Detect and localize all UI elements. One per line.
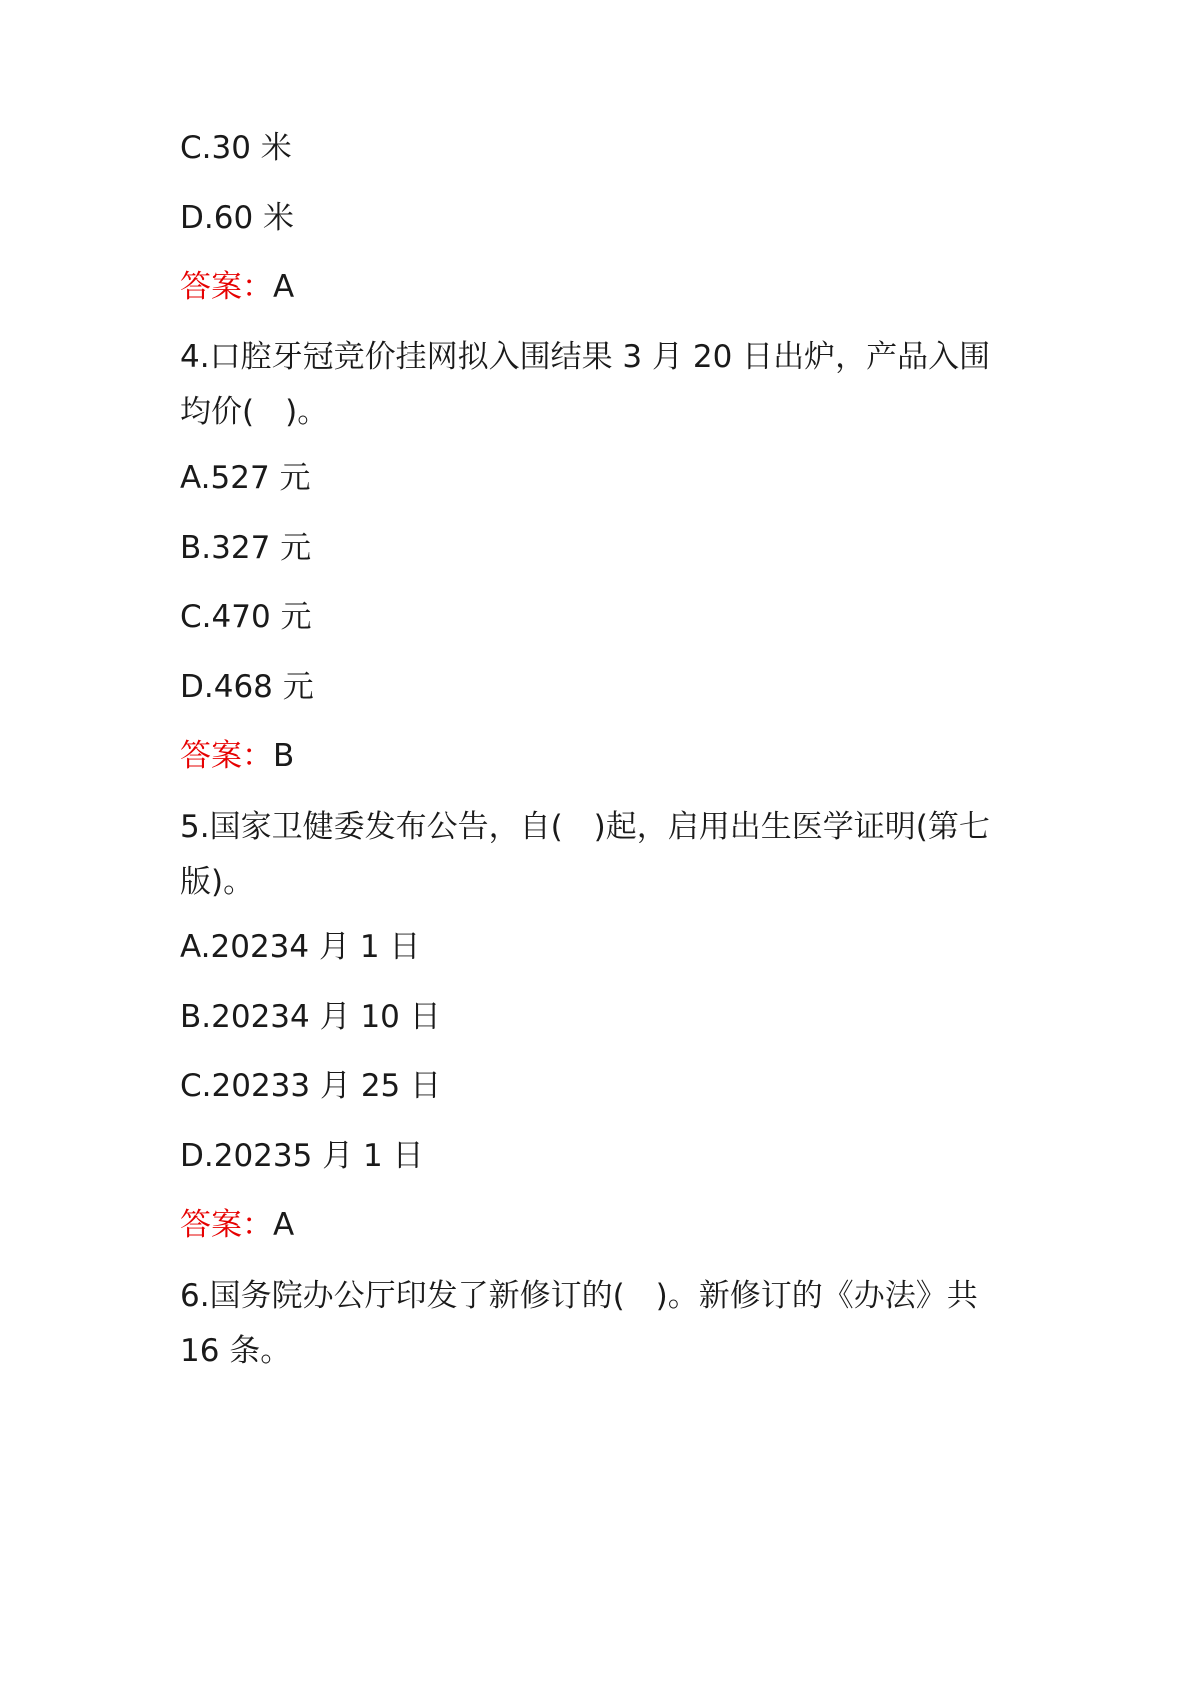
answer-label: 答案： [180, 1207, 273, 1243]
q5-option-b: B.20234 月 10 日 [180, 999, 441, 1035]
answer-value: A [273, 269, 295, 305]
q5-option-d: D.20235 月 1 日 [180, 1138, 424, 1174]
q4-option-c: C.470 元 [180, 599, 312, 635]
q4-option-a: A.527 元 [180, 460, 311, 496]
answer-label: 答案： [180, 738, 273, 774]
q4-answer [180, 736, 294, 776]
q3-option-c: C.30 米 [180, 130, 292, 166]
q5-answer [180, 1205, 294, 1245]
q4-question: 4.口腔牙冠竞价挂网拟入围结果 3 月 20 日出炉，产品入围均价( )。 [180, 339, 991, 430]
q6-question: 6.国务院办公厅印发了新修订的( )。新修订的《办法》共 16 条。 [180, 1278, 978, 1369]
q4-option-d: D.468 元 [180, 669, 314, 705]
answer-label: 答案： [180, 269, 273, 305]
answer-value: A [273, 1207, 295, 1243]
q5-option-c: C.20233 月 25 日 [180, 1068, 442, 1104]
q5-question: 5.国家卫健委发布公告，自( )起，启用出生医学证明(第七版)。 [180, 809, 990, 900]
q3-answer [180, 267, 294, 307]
answer-value: B [273, 738, 295, 774]
q4-option-b: B.327 元 [180, 530, 312, 566]
q3-option-d: D.60 米 [180, 200, 295, 236]
q5-option-a: A.20234 月 1 日 [180, 929, 421, 965]
